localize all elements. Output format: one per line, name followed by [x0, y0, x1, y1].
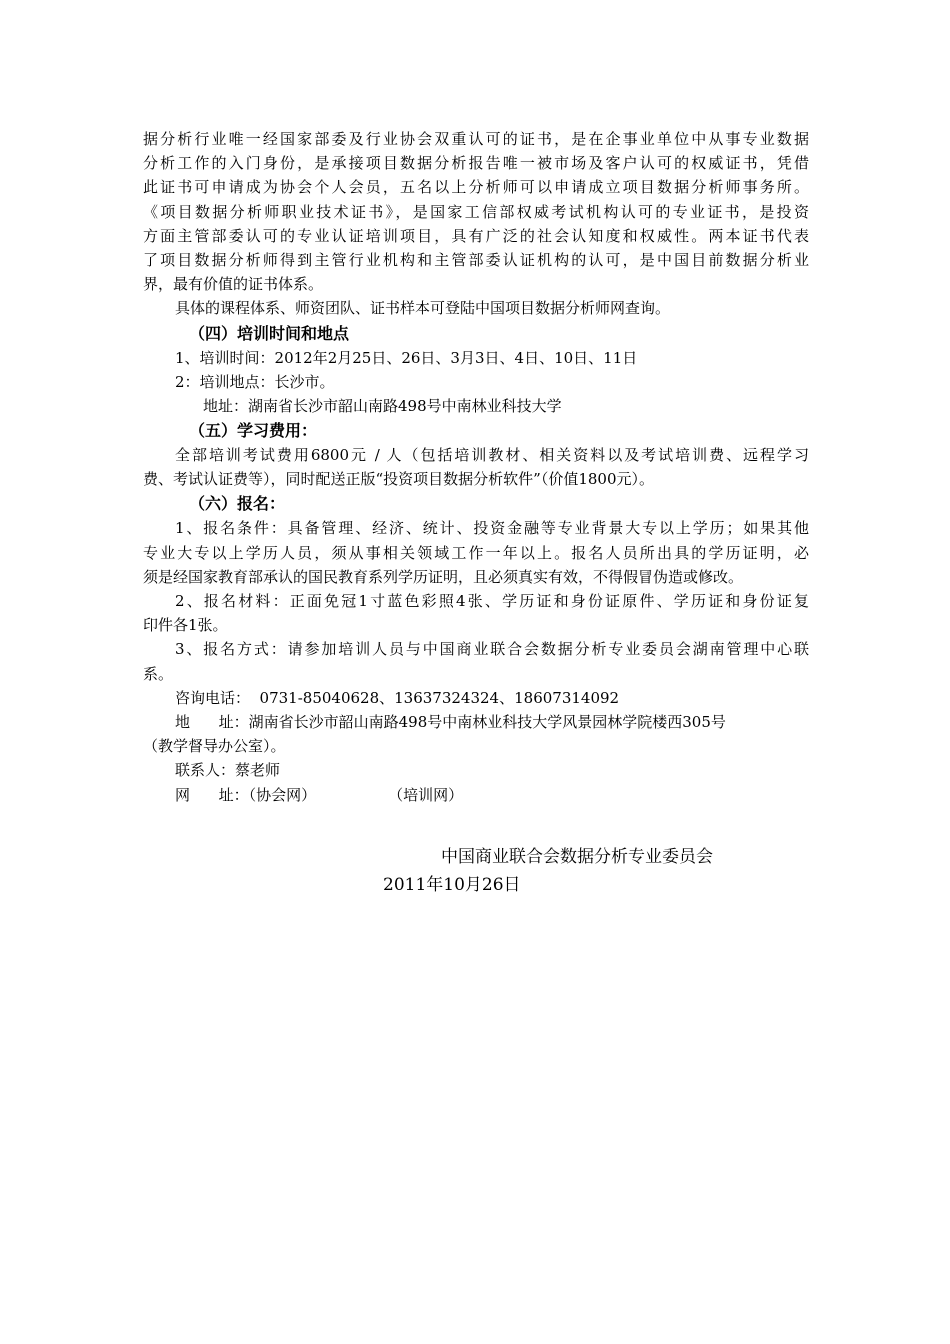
fee-line-2: 费、考试认证费等），同时配送正版“投资项目数据分析软件”（价值1800元）。	[143, 470, 655, 489]
section-5-heading: （五）学习费用：	[189, 421, 318, 441]
materials-line-2: 印件各1张。	[143, 616, 228, 635]
materials-line-1: 2、报名材料：正面免冠1寸蓝色彩照4张、学历证和身份证原件、学历证和身份证复	[175, 592, 809, 610]
requirement-line-3: 须是经国家教育部承认的国民教育系列学历证明，且必须真实有效，不得假冒伪造或修改。	[143, 567, 744, 586]
contact-phone: 咨询电话： 0731-85040628、13637324324、18607314092	[175, 688, 620, 707]
contact-address-line-2: （教学督导办公室）。	[143, 737, 286, 756]
web-association-link[interactable]: （协会网）	[248, 785, 317, 804]
intro-line-1: 据分析行业唯一经国家部委及行业协会双重认可的证书，是在企事业单位中从事专业数据	[143, 130, 809, 148]
intro-query: 具体的课程体系、师资团队、证书样本可登陆中国项目数据分析师网查询。	[175, 299, 671, 318]
signature-organization: 中国商业联合会数据分析专业委员会	[441, 847, 713, 867]
section-4-heading: （四）培训时间和地点	[189, 323, 350, 343]
contact-address-line-1: 地 址：湖南省长沙市韶山南路498号中南林业科技大学风景园林学院楼西305号	[175, 712, 726, 731]
section-6-heading: （六）报名：	[189, 494, 286, 514]
intro-line-5: 方面主管部委认可的专业认证培训项目，具有广泛的社会认知度和权威性。两本证书代表	[143, 226, 809, 245]
training-address: 地址：湖南省长沙市韶山南路498号中南林业科技大学	[203, 396, 562, 415]
intro-line-2: 分析工作的入门身份，是承接项目数据分析报告唯一被市场及客户认可的权威证书，凭借	[143, 154, 809, 173]
intro-line-7: 界，最有价值的证书体系。	[143, 275, 324, 294]
signature-date: 2011年10月26日	[383, 875, 521, 895]
contact-person: 联系人：蔡老师	[175, 761, 281, 780]
training-place: 2：培训地点：长沙市。	[175, 372, 335, 391]
requirement-line-1: 1、报名条件：具备管理、经济、统计、投资金融等专业背景大专以上学历；如果其他	[175, 519, 809, 538]
method-line-2: 系。	[143, 664, 174, 683]
contact-web	[143, 783, 809, 807]
training-time: 1、培训时间：2012年2月25日、26日、3月3日、4日、10日、11日	[175, 348, 638, 367]
web-training-link[interactable]: （培训网）	[388, 785, 464, 804]
fee-line-1: 全部培训考试费用6800元 / 人（包括培训教材、相关资料以及考试培训费、远程学习	[175, 446, 809, 465]
intro-line-4: 《项目数据分析师职业技术证书》，是国家工信部权威考试机构认可的专业证书，是投资	[143, 202, 809, 221]
web-label: 网 址：	[175, 785, 249, 804]
method-line-1: 3、报名方式：请参加培训人员与中国商业联合会数据分析专业委员会湖南管理中心联	[175, 640, 809, 659]
document-body	[143, 127, 809, 807]
intro-line-3: 此证书可申请成为协会个人会员，五名以上分析师可以申请成立项目数据分析师事务所。	[143, 178, 809, 197]
intro-line-6: 了项目数据分析师得到主管行业机构和主管部委认证机构的认可，是中国目前数据分析业	[143, 250, 809, 269]
requirement-line-2: 专业大专以上学历人员，须从事相关领域工作一年以上。报名人员所出具的学历证明，必	[143, 543, 809, 562]
